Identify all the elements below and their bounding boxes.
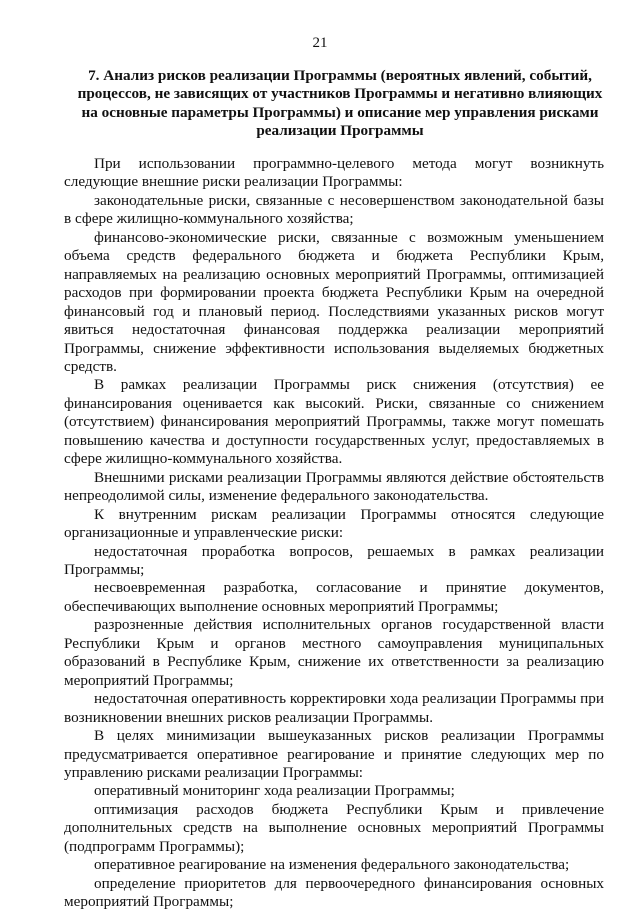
page-number: 21: [312, 35, 328, 51]
paragraph: финансово-экономические риски, связанные с возможным уменьшением объема средств федерального бюджета и бюджета Республики Крым, направляемых на реализацию основных мероприятий Программы, оптимизацией расходов при формировании проекта бюджета Республики Крым на очередной финансовый год и плановый период. Последствиями указанных рисков могут явиться недостаточная финансовая поддержка реализации мероприятий Программы, снижение эффективности использования выделяемых бюджетных средств.: [64, 228, 604, 375]
paragraph: оперативный мониторинг хода реализации Программы;: [94, 782, 455, 800]
paragraph: При использовании программно-целевого метода могут возникнуть следующие внешние риски реализации Программы:: [64, 155, 604, 191]
paragraph: оперативное реагирование на изменения федерального законодательства;: [94, 856, 570, 874]
paragraph: законодательные риски, связанные с несовершенством законодательной базы в сфере жилищно-коммунального хозяйства;: [64, 191, 604, 228]
paragraph: недостаточная проработка вопросов, решаемых в рамках реализации Программы;: [64, 542, 604, 578]
paragraph: разрозненные действия исполнительных органов государственной власти Республики Крым и органов местного самоуправления муниципальных образований в Республике Крым, снижение их ответственности за реализацию мероприятий Программы;: [64, 616, 604, 689]
paragraph: В целях минимизации вышеуказанных рисков реализации Программы предусматривается оперативное реагирование и принятие следующих мер по управлению рисками реализации Программы:: [64, 727, 604, 781]
paragraph: недостаточная оперативность корректировки хода реализации Программы при возникновении внешних рисков реализации Программы.: [64, 690, 604, 726]
paragraph: Внешними рисками реализации Программы являются действие обстоятельств непреодолимой силы, изменение федерального законодательства.: [64, 468, 604, 505]
section-heading: 7. Анализ рисков реализации Программы (вероятных явлений, событий, процессов, не зависящих от участников Программы и негативно влияющих на основные параметры Программы) и описание мер управления рисками реализации Программы: [77, 67, 603, 140]
paragraph: В рамках реализации Программы риск снижения (отсутствия) ее финансирования оценивается как высокий. Риски, связанные со снижением (отсутствием) финансирования мероприятий Программы, также могут помешать повышению качества и доступности государственных услуг, предоставляемых в сфере жилищно-коммунального хозяйства.: [64, 376, 604, 468]
paragraph: К внутренним рискам реализации Программы относятся следующие организационные и управленческие риски:: [64, 505, 604, 542]
paragraph: определение приоритетов для первоочередного финансирования основных мероприятий Программы;: [64, 874, 604, 911]
paragraph: несвоевременная разработка, согласование и принятие документов, обеспечивающих выполнение основных мероприятий Программы;: [64, 579, 604, 615]
paragraph: оптимизация расходов бюджета Республики Крым и привлечение дополнительных средств на выполнение основных мероприятий Программы (подпрограмм Программы);: [64, 800, 604, 855]
document-body: [64, 155, 604, 912]
